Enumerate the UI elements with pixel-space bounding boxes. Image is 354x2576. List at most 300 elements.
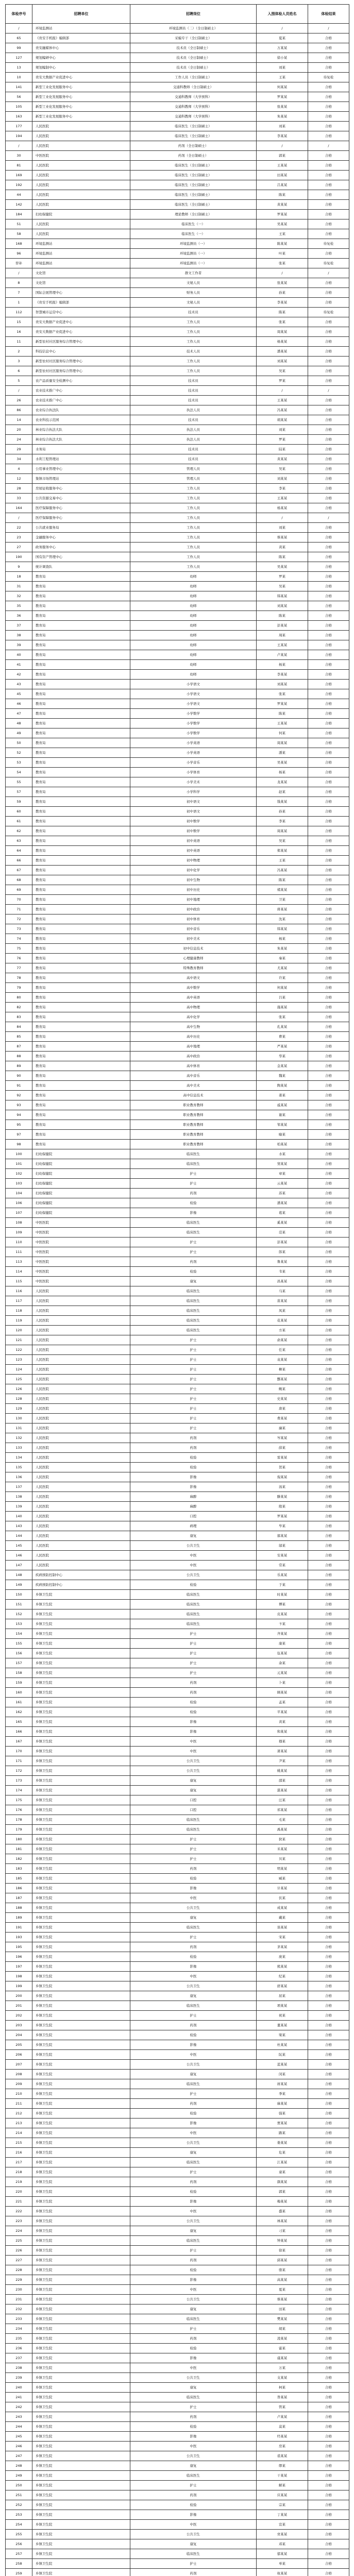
cell-exam-result: 合格 <box>308 2530 349 2539</box>
cell-candidate-name: 沈某 <box>257 914 308 924</box>
cell-exam-number: 189 <box>6 1913 32 1923</box>
cell-recruiting-unit: 乡镇卫生院 <box>32 1590 130 1600</box>
cell-exam-result: 合格 <box>308 1453 349 1463</box>
cell-exam-result: 合格 <box>308 2099 349 2109</box>
cell-exam-result: 合格 <box>308 1776 349 1786</box>
cell-recruiting-unit: 乡镇卫生院 <box>32 2471 130 2481</box>
cell-exam-number: 73 <box>6 924 32 934</box>
cell-exam-result: 合格 <box>308 680 349 689</box>
cell-exam-result: 合格 <box>308 1688 349 1698</box>
cell-exam-number: 210 <box>6 2089 32 2099</box>
cell-candidate-name: 柏某某 <box>257 1140 308 1149</box>
cell-position: 康复 <box>130 1776 257 1786</box>
cell-exam-number: 141 <box>6 82 32 92</box>
cell-recruiting-unit: 乡镇卫生院 <box>32 2451 130 2461</box>
cell-recruiting-unit: 教育局 <box>32 963 130 973</box>
cell-candidate-name: 朱某某 <box>257 944 308 954</box>
cell-exam-number: 15 <box>6 317 32 327</box>
cell-recruiting-unit: 乡镇卫生院 <box>32 1981 130 1991</box>
cell-exam-result: 合格 <box>308 2079 349 2089</box>
cell-recruiting-unit: 人民医院 <box>32 1286 130 1296</box>
cell-exam-result: 合格 <box>308 2001 349 2011</box>
cell-exam-result: 合格 <box>308 963 349 973</box>
cell-position: 临床医生（全日制硕士） <box>130 161 257 171</box>
cell-exam-number: 254 <box>6 2520 32 2530</box>
cell-exam-number: 171 <box>6 1756 32 1766</box>
cell-exam-number: 117 <box>6 1296 32 1306</box>
cell-exam-result: 合格 <box>308 2128 349 2138</box>
cell-exam-number: 213 <box>6 2119 32 2128</box>
cell-exam-result: 合格 <box>308 2070 349 2079</box>
cell-recruiting-unit: 规划编制中心 <box>32 63 130 73</box>
cell-candidate-name: 顾某某 <box>257 1688 308 1698</box>
cell-candidate-name: 葛某 <box>257 1208 308 1218</box>
cell-exam-result: 合格 <box>308 699 349 709</box>
cell-position: 康复 <box>130 2383 257 2393</box>
header-recruiting-unit: 招聘单位 <box>32 5 130 24</box>
cell-exam-number: 235 <box>6 2334 32 2344</box>
cell-candidate-name: 任某 <box>257 1345 308 1355</box>
cell-recruiting-unit: 教育局 <box>32 572 130 582</box>
cell-exam-number: 101 <box>6 1159 32 1169</box>
cell-position: 临床医生 <box>130 1296 257 1306</box>
cell-exam-result: 合格 <box>308 866 349 875</box>
table-row <box>6 376 349 386</box>
cell-exam-result: 合格 <box>308 1737 349 1747</box>
table-row <box>6 190 349 200</box>
cell-exam-number: 104 <box>6 1189 32 1198</box>
table-row <box>6 2520 349 2530</box>
cell-exam-number: 111 <box>6 1247 32 1257</box>
table-row <box>6 1825 349 1835</box>
cell-exam-number: 36 <box>6 611 32 621</box>
cell-exam-number: 6 <box>6 366 32 376</box>
cell-candidate-name: 秦某 <box>257 954 308 963</box>
cell-position: 中医 <box>130 2520 257 2530</box>
cell-exam-number: 13 <box>6 63 32 73</box>
cell-position: 技术员 <box>130 396 257 405</box>
table-row <box>6 2040 349 2050</box>
cell-exam-number: 81 <box>6 161 32 171</box>
cell-exam-result: 合格 <box>308 405 349 415</box>
cell-exam-number: 52 <box>6 748 32 758</box>
cell-position: 康复 <box>130 1913 257 1923</box>
table-row <box>6 1766 349 1776</box>
cell-candidate-name: 罗某某 <box>257 699 308 709</box>
cell-position: 药剂（全日制硕士） <box>130 141 257 151</box>
cell-recruiting-unit: 教育局 <box>32 905 130 914</box>
cell-candidate-name: 薛某 <box>257 1443 308 1453</box>
table-row <box>6 1727 349 1737</box>
cell-exam-number: 62 <box>6 826 32 836</box>
cell-candidate-name: 岑某某 <box>257 1433 308 1443</box>
cell-position: 职业教育教师 <box>130 1140 257 1149</box>
cell-exam-number: 161 <box>6 1698 32 1707</box>
cell-exam-number: 214 <box>6 2128 32 2138</box>
cell-recruiting-unit: 教育局 <box>32 689 130 699</box>
cell-candidate-name: 徐某 <box>257 2246 308 2256</box>
cell-exam-result: 合格 <box>308 1835 349 1844</box>
cell-candidate-name: 凌某某 <box>257 2334 308 2344</box>
cell-candidate-name: 李某 <box>257 484 308 494</box>
cell-position: 技术员 <box>130 415 257 425</box>
cell-exam-result: 合格 <box>308 1277 349 1286</box>
cell-position: 初中历史 <box>130 885 257 895</box>
cell-exam-number: 247 <box>6 2451 32 2461</box>
cell-candidate-name: 邵某 <box>257 1776 308 1786</box>
cell-position: 检验 <box>130 1198 257 1208</box>
table-row <box>6 2539 349 2549</box>
table-row <box>6 43 349 53</box>
table-row <box>6 2344 349 2353</box>
cell-position: 临床医生 <box>130 1228 257 1238</box>
cell-position: 公共卫生 <box>130 1981 257 1991</box>
table-row <box>6 1365 349 1375</box>
cell-recruiting-unit: 乡镇卫生院 <box>32 2236 130 2246</box>
cell-recruiting-unit: 乡镇卫生院 <box>32 2344 130 2353</box>
cell-recruiting-unit: 政务服务中心 <box>32 543 130 552</box>
cell-exam-number: 185 <box>6 1874 32 1884</box>
cell-exam-result: 合格 <box>308 1678 349 1688</box>
cell-exam-number: 184 <box>6 210 32 219</box>
cell-candidate-name: / <box>257 24 308 33</box>
cell-candidate-name: 黄某某 <box>257 454 308 464</box>
cell-exam-number: 192 <box>6 180 32 190</box>
cell-candidate-name: 冯某某 <box>257 405 308 415</box>
cell-recruiting-unit: 人民医院 <box>32 200 130 210</box>
cell-exam-number: 55 <box>6 777 32 787</box>
cell-position: 中医 <box>130 1747 257 1756</box>
cell-exam-result: 合格 <box>308 33 349 43</box>
cell-position: 幼师 <box>130 660 257 670</box>
cell-exam-result: 合格 <box>308 1443 349 1453</box>
table-row <box>6 1472 349 1482</box>
cell-recruiting-unit: 林业综合执法大队 <box>32 425 130 435</box>
cell-exam-result: 合格 <box>308 885 349 895</box>
cell-exam-result: 合格 <box>308 1629 349 1639</box>
cell-candidate-name: 吴某某 <box>257 219 308 229</box>
cell-candidate-name: 应某某 <box>257 2490 308 2500</box>
cell-candidate-name: 鲍某 <box>257 1384 308 1394</box>
cell-recruiting-unit: 房屋征收服务中心 <box>32 484 130 494</box>
cell-exam-number: 23 <box>6 533 32 543</box>
cell-position: 小学语文 <box>130 689 257 699</box>
cell-candidate-name: 缪某 <box>257 2461 308 2471</box>
cell-candidate-name: 计某某 <box>257 1884 308 1893</box>
table-row <box>6 1326 349 1335</box>
cell-candidate-name: 何某某 <box>257 82 308 92</box>
cell-candidate-name: 樊某某 <box>257 2314 308 2324</box>
cell-recruiting-unit: 乡镇卫生院 <box>32 1737 130 1747</box>
cell-exam-result: 合格 <box>308 1717 349 1727</box>
cell-position: 护士 <box>130 1423 257 1433</box>
cell-exam-result: 合格 <box>308 1600 349 1609</box>
cell-exam-number: 4 <box>6 464 32 474</box>
table-row <box>6 1639 349 1649</box>
table-row <box>6 2050 349 2060</box>
cell-recruiting-unit: 农业技术推广中心 <box>32 386 130 396</box>
cell-candidate-name: 刘某某 <box>257 474 308 484</box>
cell-position: 初中政治 <box>130 905 257 914</box>
cell-candidate-name: 王某某 <box>257 396 308 405</box>
cell-recruiting-unit: 人民医院 <box>32 1423 130 1433</box>
cell-position: 口腔 <box>130 1512 257 1521</box>
cell-candidate-name: 支某某 <box>257 2373 308 2383</box>
cell-position: 口腔 <box>130 1795 257 1805</box>
cell-exam-number: 88 <box>6 1052 32 1061</box>
cell-exam-result: 合格 <box>308 2109 349 2119</box>
cell-position: 工作人员 <box>130 523 257 533</box>
cell-position: 执法人员 <box>130 435 257 445</box>
cell-exam-number: 246 <box>6 2442 32 2451</box>
table-row <box>6 259 349 268</box>
cell-candidate-name: 齐某某 <box>257 1629 308 1639</box>
cell-candidate-name: 昌某某 <box>257 1277 308 1286</box>
cell-position: 初中化学 <box>130 866 257 875</box>
cell-position: 康复 <box>130 1277 257 1286</box>
cell-position: 临床医生 <box>130 2471 257 2481</box>
cell-position: 初中英语 <box>130 836 257 846</box>
cell-candidate-name: / <box>257 141 308 151</box>
cell-exam-number: 42 <box>6 670 32 680</box>
cell-position: 临床医生 <box>130 1619 257 1629</box>
cell-position: 护士 <box>130 1365 257 1375</box>
cell-exam-result: 合格 <box>308 650 349 660</box>
cell-exam-result: 合格 <box>308 1893 349 1903</box>
cell-position: 初中生物 <box>130 875 257 885</box>
cell-exam-number: 125 <box>6 1375 32 1384</box>
cell-exam-result: 合格 <box>308 728 349 738</box>
cell-exam-number: 255 <box>6 2530 32 2539</box>
cell-candidate-name: 凤某 <box>257 1306 308 1316</box>
cell-recruiting-unit: 人民医院 <box>32 1365 130 1375</box>
table-row <box>6 317 349 327</box>
table-row <box>6 1189 349 1198</box>
cell-recruiting-unit: 教育局 <box>32 1032 130 1042</box>
table-row <box>6 1874 349 1884</box>
table-row <box>6 2451 349 2461</box>
cell-exam-number: 49 <box>6 728 32 738</box>
table-row <box>6 2549 349 2559</box>
cell-exam-number: 216 <box>6 2148 32 2158</box>
cell-position: 药剂 <box>130 2334 257 2344</box>
table-row <box>6 611 349 621</box>
cell-position: 执法人员 <box>130 405 257 415</box>
cell-exam-result: 合格 <box>308 1658 349 1668</box>
cell-exam-number: 59 <box>6 797 32 807</box>
cell-candidate-name: 万某某 <box>257 43 308 53</box>
cell-exam-number: 80 <box>6 993 32 1003</box>
cell-recruiting-unit: 人民医院 <box>32 1306 130 1316</box>
cell-candidate-name: 干某某 <box>257 2471 308 2481</box>
cell-recruiting-unit: 教育局 <box>32 817 130 826</box>
cell-candidate-name: 罗某 <box>257 572 308 582</box>
cell-exam-number: 18 <box>6 572 32 582</box>
cell-recruiting-unit: 水利工程管理站 <box>32 454 130 464</box>
cell-candidate-name: 吴某某 <box>257 562 308 572</box>
cell-exam-number: 207 <box>6 2060 32 2070</box>
cell-position: 工作人员 <box>130 317 257 327</box>
cell-exam-result: 合格 <box>308 1423 349 1433</box>
cell-exam-result: 合格 <box>308 1551 349 1561</box>
cell-exam-number: 218 <box>6 2167 32 2177</box>
table-row <box>6 1228 349 1238</box>
cell-candidate-name: 陈某 <box>257 552 308 562</box>
cell-position: 中医 <box>130 2207 257 2216</box>
cell-recruiting-unit: 公共就业服务局 <box>32 523 130 533</box>
cell-position: 初中数学 <box>130 817 257 826</box>
cell-position: 初中信息技术 <box>130 944 257 954</box>
cell-position: 护士 <box>130 1169 257 1179</box>
cell-exam-number: 99 <box>6 43 32 53</box>
cell-exam-result: 合格 <box>308 905 349 914</box>
table-row <box>6 484 349 494</box>
cell-recruiting-unit: 乡镇卫生院 <box>32 1786 130 1795</box>
cell-exam-result: 合格 <box>308 660 349 670</box>
cell-position: 交通科教师（大学预科） <box>130 92 257 102</box>
cell-exam-result: 合格 <box>308 2500 349 2510</box>
cell-position: 临床医生（一） <box>130 229 257 239</box>
cell-exam-result: 合格 <box>308 1482 349 1492</box>
cell-position: 技术员 <box>130 308 257 317</box>
table-row <box>6 1913 349 1923</box>
cell-position: 幼师 <box>130 670 257 680</box>
cell-candidate-name: 童某 <box>257 2167 308 2177</box>
cell-exam-result: 合格 <box>308 797 349 807</box>
cell-position: 小学英语 <box>130 738 257 748</box>
cell-exam-result: 合格 <box>308 1149 349 1159</box>
cell-candidate-name: 王某 <box>257 229 308 239</box>
cell-exam-number: 251 <box>6 2490 32 2500</box>
cell-exam-number: 241 <box>6 2393 32 2402</box>
cell-exam-number: 51 <box>6 219 32 229</box>
cell-recruiting-unit: 妇幼保健院 <box>32 1149 130 1159</box>
cell-recruiting-unit: 乡镇卫生院 <box>32 1923 130 1933</box>
cell-exam-result: 合格 <box>308 1394 349 1404</box>
cell-recruiting-unit: 乡镇卫生院 <box>32 1609 130 1619</box>
cell-recruiting-unit: 《贵安手机报》编辑部 <box>32 298 130 308</box>
cell-recruiting-unit: 乡镇卫生院 <box>32 2226 130 2236</box>
cell-position: 药剂 <box>130 2021 257 2030</box>
cell-recruiting-unit: 乡镇卫生院 <box>32 1678 130 1688</box>
cell-recruiting-unit: 农业综合执法队 <box>32 405 130 415</box>
table-row <box>6 533 349 543</box>
cell-candidate-name: 蒋某某 <box>257 905 308 914</box>
cell-candidate-name: 褚某某 <box>257 885 308 895</box>
cell-position: 检验 <box>130 2187 257 2197</box>
cell-candidate-name: 邬某 <box>257 1541 308 1551</box>
cell-exam-result: 合格 <box>308 1081 349 1091</box>
cell-exam-result: / <box>308 141 349 151</box>
cell-candidate-name: 张某 <box>257 1012 308 1022</box>
table-row <box>6 2187 349 2197</box>
cell-recruiting-unit: 教育局 <box>32 680 130 689</box>
cell-exam-number: 132 <box>6 1433 32 1443</box>
table-row <box>6 33 349 43</box>
cell-position: 影像 <box>130 2119 257 2128</box>
cell-exam-number: 149 <box>6 1580 32 1590</box>
cell-recruiting-unit: 教育局 <box>32 1042 130 1052</box>
cell-position: 药剂 <box>130 1864 257 1874</box>
cell-exam-result: 合格 <box>308 543 349 552</box>
cell-candidate-name: 郭某 <box>257 2187 308 2197</box>
cell-position: 康复 <box>130 2226 257 2236</box>
cell-position: 特殊教育教师 <box>130 963 257 973</box>
cell-position: 中医 <box>130 2363 257 2373</box>
table-row <box>6 112 349 122</box>
cell-candidate-name: 罗某 <box>257 376 308 386</box>
cell-exam-result: 合格 <box>308 875 349 885</box>
cell-recruiting-unit: 乡镇卫生院 <box>32 2021 130 2030</box>
cell-position: 技术员 <box>130 445 257 454</box>
table-row <box>6 327 349 337</box>
cell-exam-number: 22 <box>6 523 32 533</box>
cell-position: 幼师 <box>130 650 257 660</box>
table-row <box>6 1423 349 1433</box>
table-row <box>6 2324 349 2334</box>
cell-candidate-name: 时某某 <box>257 1590 308 1600</box>
cell-candidate-name: 彭某某 <box>257 1238 308 1247</box>
cell-recruiting-unit: 乡镇卫生院 <box>32 2402 130 2412</box>
cell-candidate-name: 毛某 <box>257 1815 308 1825</box>
cell-exam-result: 合格 <box>308 1140 349 1149</box>
cell-exam-number: 61 <box>6 817 32 826</box>
cell-candidate-name: 吴某 <box>257 582 308 591</box>
cell-candidate-name: 罗某 <box>257 435 308 445</box>
cell-recruiting-unit: 教育局 <box>32 846 130 856</box>
cell-recruiting-unit: 乡镇卫生院 <box>32 2011 130 2021</box>
cell-recruiting-unit: 乡镇卫生院 <box>32 2040 130 2050</box>
cell-position: 检验 <box>130 2109 257 2119</box>
cell-position: 康复 <box>130 1991 257 2001</box>
cell-position: 中医 <box>130 2050 257 2060</box>
cell-candidate-name: 雷某某 <box>257 1453 308 1463</box>
cell-exam-number: 123 <box>6 1355 32 1365</box>
cell-exam-number: 66 <box>6 856 32 866</box>
cell-exam-number: 208 <box>6 2070 32 2079</box>
cell-recruiting-unit: 人民医院 <box>32 1414 130 1423</box>
cell-recruiting-unit: 新型农村社区服务综合管理中心 <box>32 366 130 376</box>
cell-exam-result: 合格 <box>308 1472 349 1482</box>
table-row <box>6 1981 349 1991</box>
cell-position: 临床医生 <box>130 1159 257 1169</box>
cell-exam-result: 合格 <box>308 709 349 719</box>
cell-candidate-name: 万某 <box>257 2363 308 2373</box>
cell-exam-result: 合格 <box>308 2138 349 2148</box>
cell-candidate-name: 麻某某 <box>257 2099 308 2109</box>
cell-position: 护士 <box>130 1404 257 1414</box>
cell-exam-result: 合格 <box>308 2383 349 2393</box>
cell-position: 药剂 <box>130 1189 257 1198</box>
cell-recruiting-unit: 人民医院 <box>32 1296 130 1306</box>
cell-exam-result: 合格 <box>308 1805 349 1815</box>
table-row <box>6 699 349 709</box>
cell-candidate-name: 霍某 <box>257 2344 308 2353</box>
cell-recruiting-unit: 乡镇卫生院 <box>32 2314 130 2324</box>
cell-exam-number: 7 <box>6 288 32 298</box>
cell-recruiting-unit: 乡镇卫生院 <box>32 1658 130 1668</box>
cell-recruiting-unit: 教育局 <box>32 856 130 866</box>
cell-exam-result: 合格 <box>308 758 349 768</box>
cell-exam-number: 146 <box>6 1551 32 1561</box>
cell-exam-number: 122 <box>6 1345 32 1355</box>
cell-candidate-name: 颜某某 <box>257 2177 308 2187</box>
table-row <box>6 1443 349 1453</box>
cell-recruiting-unit: 乡镇卫生院 <box>32 2422 130 2432</box>
cell-candidate-name: 林某某 <box>257 2216 308 2226</box>
table-row <box>6 670 349 680</box>
table-row <box>6 1316 349 1326</box>
